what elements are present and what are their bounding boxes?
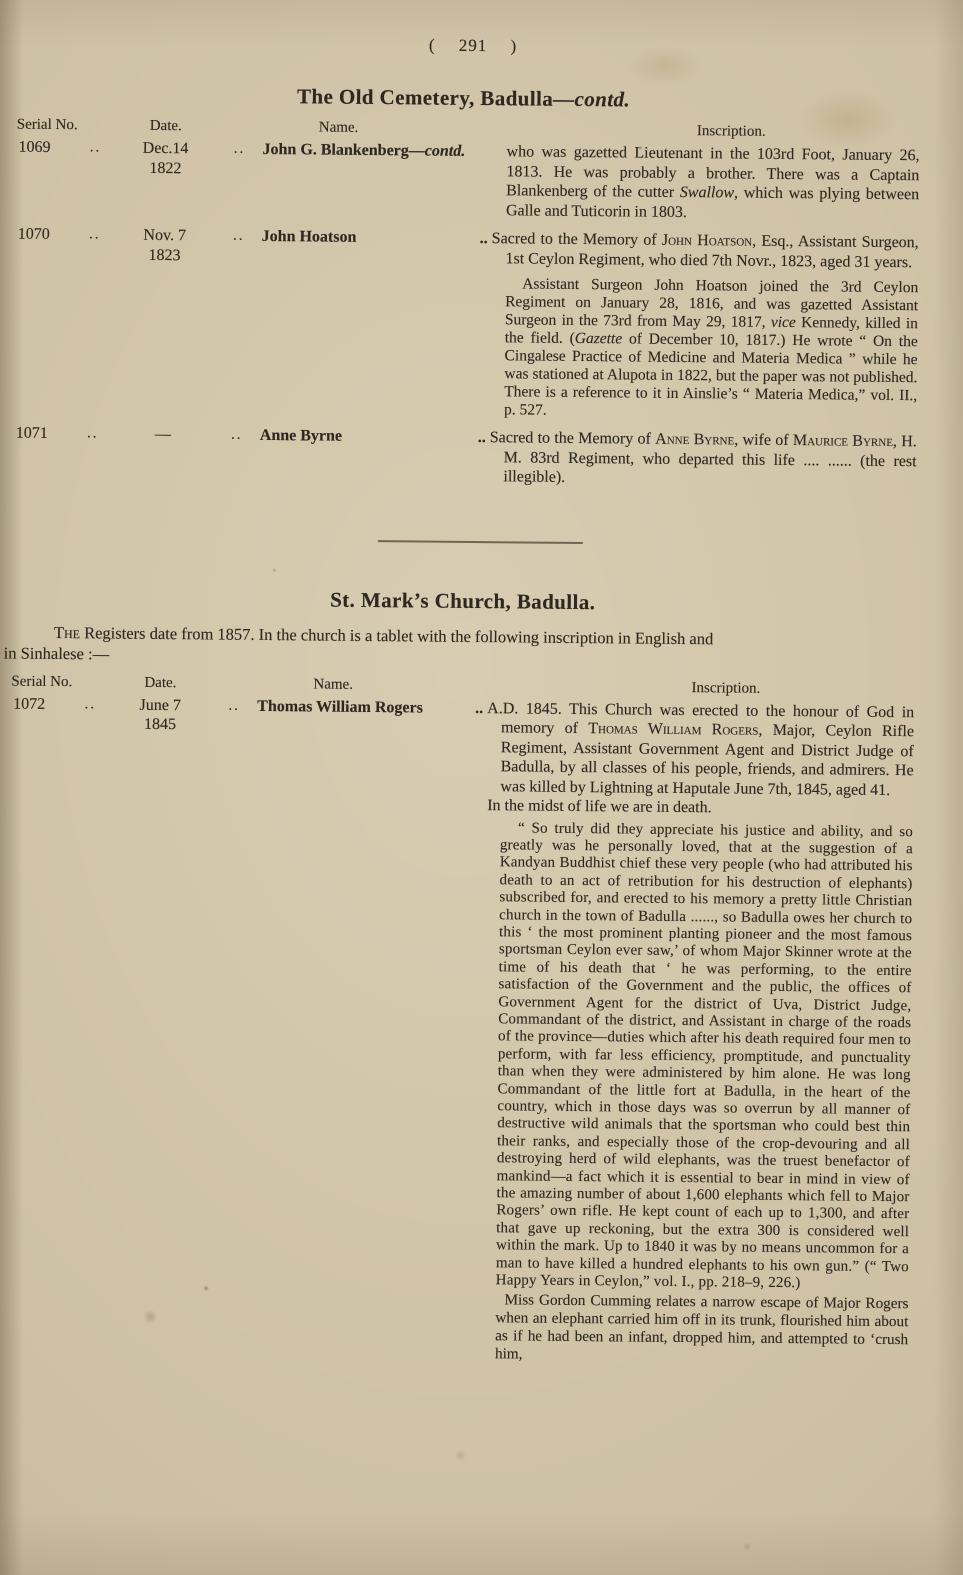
serial-cell: 1072 (13, 695, 46, 713)
intro-paragraph: The Registers date from 1857. In the church is a tablet with the following inscription in English and in Sinhalese :— (3, 622, 714, 663)
inscription-paragraph: A.D. 1845. This Church was erected to the honour of God in memory of Thomas William Rogers, Major, Ceylon Rifle Regiment, Assistant Government Agent and District Judge of Badulla, by all classes of his people, friends, and admirers. He was killed by Lightning at Haputale June 7th, 1845, aged 41. (487, 699, 915, 799)
name-text (260, 426, 342, 446)
name-main: Anne Byrne (259, 426, 343, 445)
inscription-cell (506, 142, 920, 224)
separator-dots: .. (230, 426, 243, 443)
name-suffix: —contd. (408, 142, 466, 160)
name-main: Thomas William Rogers (257, 697, 423, 717)
column-header-name: Name. (318, 119, 359, 136)
table-row (0, 137, 962, 224)
date-line-1: Nov. 7 (143, 226, 187, 245)
date-cell (112, 425, 214, 445)
section-title-old-cemetery (0, 81, 962, 116)
page-number: ( 291 ) (428, 35, 518, 56)
table-row (0, 423, 959, 491)
motto-line: In the midst of life we are in death. (487, 797, 712, 817)
note-paragraph: Assistant Surgeon John Hoatson joined the 3rd Ceylon Regiment on January 28, 1816, and was gazetted Assistant Surgeon in the 73rd from May 29, 1817, vice Kennedy, killed in the field. (Gazette of December 10, 1817.) He wrote “ On the Cingalese Practice of Medicine and Materia Medica ” while he was stationed at Alupota in 1822, but the paper was not published. There is a reference to it in Ainslie’s “ Materia Medica,” vol. II., p. 527. (503, 275, 919, 419)
serial-cell: 1070 (17, 225, 50, 243)
column-header-serial: Serial No. (16, 116, 78, 134)
name-text (257, 696, 423, 717)
quote-paragraph: “ So truly did they appreciate his justice and ability, and so greatly was he personally loved, that at the suggestion of a Kandyan Buddhist chief these very people (who had attributed his death to an act of retribution for his destruction of elephants) subscribed for, and erected to his memory a pretty little Christian church in the town of Badulla ......, so Badulla owes her church to this ‘ the most prominent planting pioneer and the most famous sportsman Ceylon ever saw,’ of whom Major Skinner wrote at the time of his death that ‘ he was performing, to the entire satisfaction of the Government and the public, the offices of Government Agent for the district of Uva, District Judge, Commandant of the district, and Assistant in charge of the roads of the province—duties which after his death required four men to perform, with far less efficiency, promptitude, and punctuality than when they were administered by him alone. He was long Commandant of the little fort at Badulla, in the heart of the country, which in those days was so overrun by all manner of destructive wild animals that the sportsman who could best thin their ranks, and especially those of the crop-devouring and all destroying herd of wild elephants, was the truest benefactor of mankind—a fact which it is essential to bear in mind in view of the amazing number of about 1,600 elephants which fell to Major Rogers’ own rifle. He kept count of each up to 1,300, and after that gave up reckoning, but the extra 300 is considered well within the mark. Up to 1840 it was by no means uncommon for a man to have killed a hundred elephants to his own gun.” (“ Two Happy Years in Ceylon,” vol. I., pp. 218–9, 226.) (495, 819, 914, 1292)
table-row (0, 694, 956, 1368)
column-header-inscription: Inscription. (696, 123, 766, 140)
name-text (262, 140, 465, 161)
date-line-2: 1845 (143, 715, 177, 734)
date-line-2: 1822 (149, 159, 182, 177)
separator-dots: .. (89, 139, 102, 156)
name-main: John Hoatson (261, 227, 357, 246)
serial-cell: 1069 (18, 138, 51, 156)
inscription-paragraph: Sacred to the Memory of Anne Byrne, wife of Maurice Byrne, H. M. 83rd Regiment, who departed this life .... ...... (the rest illegible). (489, 429, 917, 486)
leader-dots: .. (479, 230, 488, 248)
column-header-inscription: Inscription. (691, 679, 761, 697)
column-header-date: Date. (144, 674, 177, 691)
footnote-paragraph: Miss Gordon Cumming relates a narrow escape of Major Rogers when an elephant carried him off in its trunk, flourished him about as if he had been an infant, dropped him, and attempted to ‘crush him, (494, 1291, 909, 1363)
separator-dots: .. (228, 697, 241, 714)
name-main: John G. Blankenberg (262, 140, 409, 160)
section-title-st-marks: St. Mark’s Church, Badulla. (330, 587, 596, 614)
column-header-date: Date. (149, 117, 182, 135)
serial-cell: 1071 (15, 424, 48, 442)
inscription-cell (489, 428, 917, 490)
column-header-serial: Serial No. (11, 673, 73, 690)
section-divider-rule (378, 540, 583, 544)
table-row (0, 224, 961, 423)
leader-dots: .. (475, 699, 484, 717)
date-line-1: June 7 (139, 696, 181, 714)
separator-dots: .. (232, 227, 245, 244)
inscription-cell (491, 229, 919, 423)
separator-dots: .. (88, 226, 101, 243)
column-header-name: Name. (313, 675, 354, 693)
date-line-1: — (154, 425, 171, 444)
section-title-contd: —contd. (553, 86, 631, 112)
separator-dots: .. (84, 695, 97, 712)
date-cell (114, 139, 216, 179)
name-cell (262, 140, 506, 162)
inscription-paragraph: who was gazetted Lieutenant in the 103rd Foot, January 26, 1813. He was probably a brother. There was a Captain Blankenberg of the cutter Swallow, which was plying between Galle and Tuticorin in 1803. (505, 143, 920, 221)
date-cell (109, 695, 211, 735)
separator-dots: .. (87, 425, 99, 442)
leader-dots: .. (477, 429, 486, 447)
name-cell (257, 696, 501, 718)
section-title-text: The Old Cemetery, Badulla (296, 84, 554, 111)
separator-dots: .. (233, 140, 246, 157)
name-cell (260, 426, 504, 448)
date-line-2: 1823 (148, 246, 181, 264)
inscription-paragraph: Sacred to the Memory of John Hoatson, Esq., Assistant Surgeon, 1st Ceylon Regiment, who died 7th Novr., 1823, aged 31 years. (491, 230, 919, 271)
name-text (262, 227, 357, 247)
date-line-1: Dec.14 (142, 139, 189, 158)
inscription-cell (487, 699, 915, 1368)
date-cell (113, 226, 215, 266)
name-cell (262, 227, 506, 249)
